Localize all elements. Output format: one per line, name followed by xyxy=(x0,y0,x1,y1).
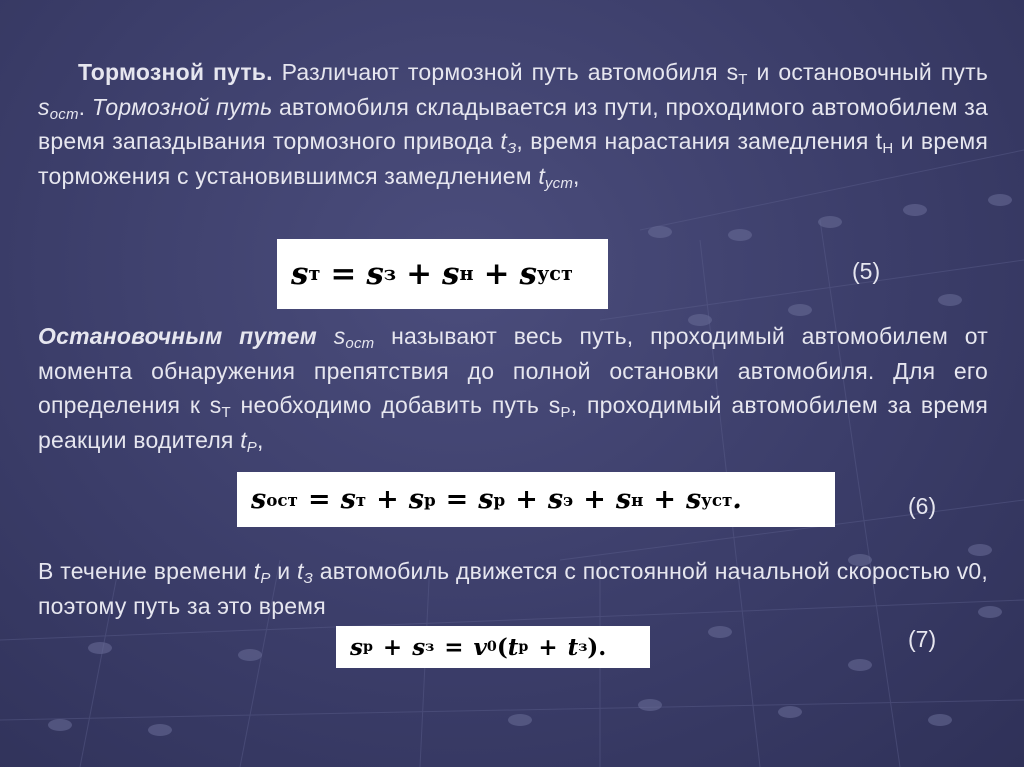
equation-number-5: (5) xyxy=(852,258,881,284)
paragraph-braking-distance: Тормозной путь. Различают тормозной путь автомобиля $s_T$ и остановочный путь $s_{ост}$. Тормозной путь автомобиля складывается из пути, проходимого автомобилем за время запаздывания тормозного привода $t_З$, время нарастания замедления $t_Н$ и время торможения с установившимся замедлением $t_{уст}$, xyxy=(38,59,989,192)
paragraph-initial-speed: В течение времени $t_Р$ и $t_З$ автомобиль движется с постоянной начальной скоростью v0, поэтому путь за это время xyxy=(38,558,988,619)
formula-6: s ост = s т + s р = s р + s э + s н + s уст . xyxy=(237,472,835,527)
term-braking-distance: Тормозной путь. xyxy=(78,59,273,85)
paragraph-stopping-distance: Остановочным путем $s_{ост}$ называют весь путь, проходимый автомобилем от момента обнаружения препятствия до полной остановки автомобиля. Для его определения к $s_T$ необходимо добавить путь $s_P$, проходимый автомобилем за время реакции водителя $t_Р$, xyxy=(38,323,988,456)
equation-number-6: (6) xyxy=(908,493,937,519)
formula-7: s р + s з = v 0 ( t р + t з ). xyxy=(336,626,650,668)
formula-5: s т = s з + s н + s уст xyxy=(277,239,608,309)
term-stopping-distance: Остановочным путем xyxy=(38,323,317,349)
equation-number-7: (7) xyxy=(908,626,937,652)
